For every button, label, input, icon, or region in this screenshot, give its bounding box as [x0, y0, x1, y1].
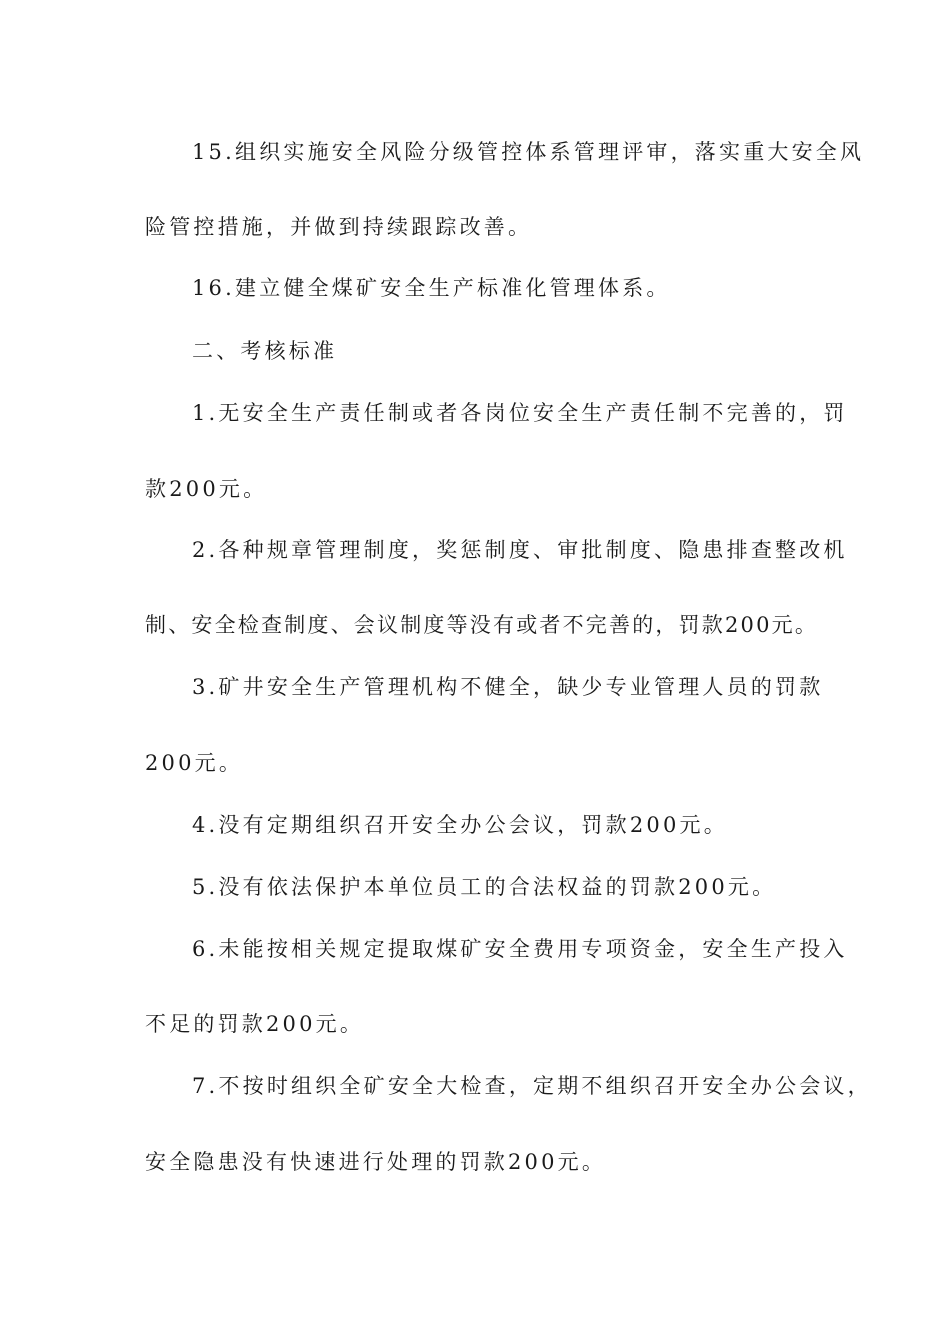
- standard-1-line-1: 1.无安全生产责任制或者各岗位安全生产责任制不完善的，罚: [192, 401, 848, 425]
- standard-2-line-1: 2.各种规章管理制度，奖惩制度、审批制度、隐患排查整改机: [192, 538, 848, 562]
- item-16: 16.建立健全煤矿安全生产标准化管理体系。: [192, 276, 671, 300]
- standard-7-line-1: 7.不按时组织全矿安全大检查，定期不组织召开安全办公会议，: [192, 1074, 872, 1098]
- standard-5: 5.没有依法保护本单位员工的合法权益的罚款200元。: [192, 875, 777, 899]
- standard-3-line-2: 200元。: [145, 751, 244, 775]
- standard-6-line-2: 不足的罚款200元。: [145, 1012, 365, 1036]
- standard-1-line-2: 款200元。: [145, 477, 268, 501]
- item-15-line-2: 险管控措施，并做到持续跟踪改善。: [145, 215, 533, 239]
- standard-2-line-2: 制、安全检查制度、会议制度等没有或者不完善的，罚款200元。: [145, 613, 819, 637]
- item-15-line-1: 15.组织实施安全风险分级管控体系管理评审，落实重大安全风: [192, 140, 865, 164]
- standard-7-line-2: 安全隐患没有快速进行处理的罚款200元。: [145, 1150, 607, 1174]
- standard-3-line-1: 3.矿井安全生产管理机构不健全，缺少专业管理人员的罚款: [192, 675, 824, 699]
- standard-6-line-1: 6.未能按相关规定提取煤矿安全费用专项资金，安全生产投入: [192, 937, 848, 961]
- section-heading: 二、考核标准: [192, 339, 338, 363]
- standard-4: 4.没有定期组织召开安全办公会议，罚款200元。: [192, 813, 728, 837]
